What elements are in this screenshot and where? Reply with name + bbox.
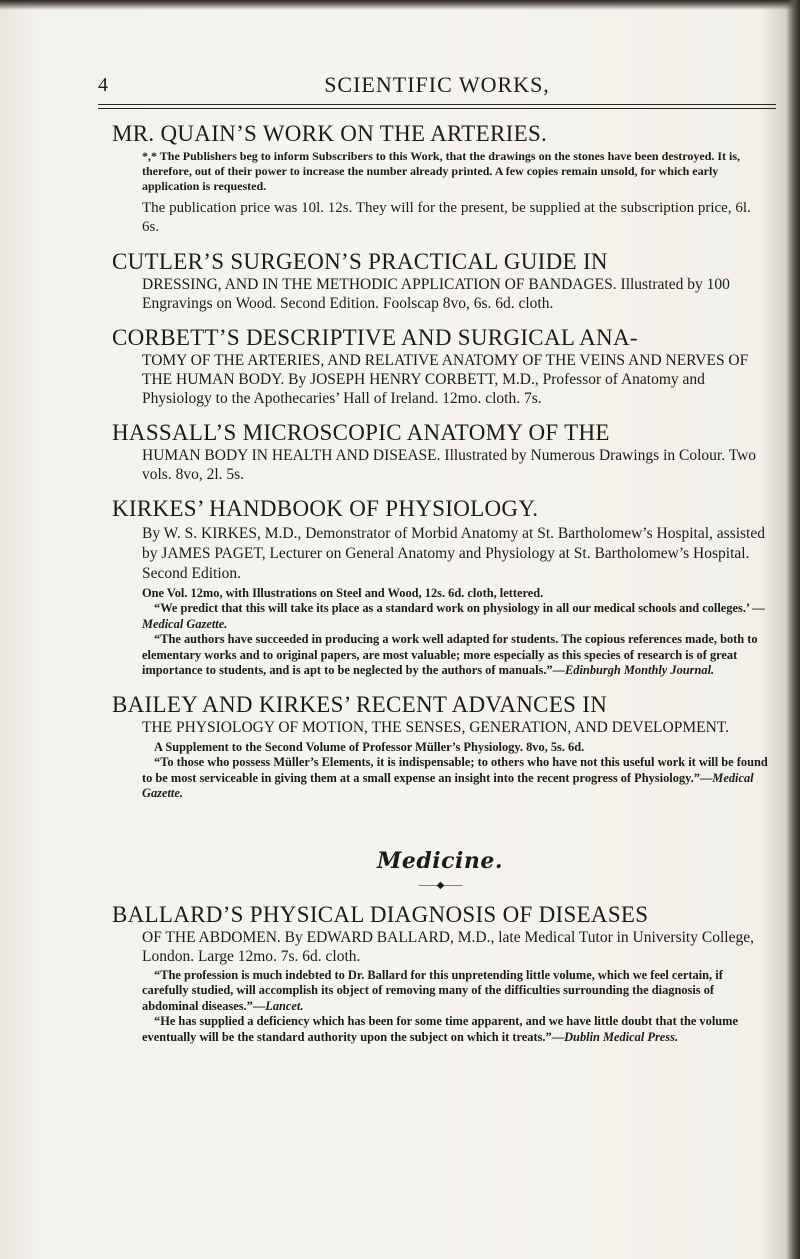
header-rule-bottom xyxy=(98,108,776,109)
page-number: 4 xyxy=(98,74,108,96)
entry-review-quote xyxy=(112,755,768,802)
entry-hassall xyxy=(112,421,768,484)
entry-review-quote xyxy=(112,601,768,632)
entry-description xyxy=(112,275,768,313)
entry-review-quote xyxy=(112,1014,768,1045)
entry-body: The publication price was 10l. 12s. They will for the present, be supplied at the subscription price, 6l. 6s. xyxy=(142,199,751,235)
entry-description: THE PHYSIOLOGY OF MOTION, THE SENSES, GENERATION, AND DEVELOPMENT. xyxy=(142,718,729,736)
quote-source: Edinburgh Monthly Journal. xyxy=(565,663,715,678)
section-heading: Medicine. xyxy=(377,847,503,874)
entry-details: A Supplement to the Second Volume of Professor Müller’s Physiology. 8vo, 5s. 6d. xyxy=(154,739,585,754)
page-top-shadow xyxy=(0,0,800,10)
entry-quain xyxy=(112,120,768,237)
entry-corbett xyxy=(112,326,768,408)
entry-description xyxy=(112,446,768,484)
quote-text: “The profession is much indebted to Dr. Ballard for this unpretending little volume, which we feel certain, if carefully studied, will accomplish its object of removing many of the difficulties surrounding the diagnosis of abdominal diseases.”— xyxy=(142,967,723,1013)
entry-review-quote xyxy=(112,632,768,679)
quote-source: Lancet. xyxy=(265,998,304,1013)
section-medicine xyxy=(112,848,768,891)
quote-text: “We predict that this will take its place as a standard work on physiology in all our medical schools and colleges.’ — xyxy=(154,601,765,616)
running-head: SCIENTIFIC WORKS, xyxy=(324,72,550,97)
entry-title: MR. QUAIN’S WORK ON THE ARTERIES. xyxy=(112,121,548,146)
entry-title: HASSALL’S MICROSCOPIC ANATOMY OF THE xyxy=(112,419,610,445)
page-binding-edge xyxy=(786,0,800,1259)
page-content xyxy=(112,120,768,1045)
entry-title: BAILEY AND KIRKES’ RECENT ADVANCES IN xyxy=(112,691,608,717)
quote-source: Medical Gazette. xyxy=(142,770,754,801)
entry-title: BALLARD’S PHYSICAL DIAGNOSIS OF DISEASES xyxy=(112,901,649,927)
entry-title-rest: HUMAN BODY IN HEALTH AND DISEASE. xyxy=(142,446,441,464)
entry-title: KIRKES’ HANDBOOK OF PHYSIOLOGY. xyxy=(112,495,539,521)
entry-note: *,* The Publishers beg to inform Subscribers to this Work, that the drawings on the stones have been destroyed. It is, therefore, out of their power to increase the number already printed. A few copies remain unsold, for which early application is requested. xyxy=(142,149,741,194)
entry-review-quote xyxy=(112,968,768,1015)
quote-source: Dublin Medical Press. xyxy=(564,1029,679,1044)
entry-kirkes xyxy=(112,497,768,679)
quote-text: “To those who possess Müller’s Elements, it is indispensable; to others who have not this useful work it will be found to be most serviceable in giving them at a small expense an insight into the recent progress of Physiology.”— xyxy=(142,755,768,785)
page-header xyxy=(98,68,776,98)
entry-description: OF THE ABDOMEN. By EDWARD BALLARD, M.D., late Medical Tutor in University College, London. Large 12mo. 7s. 6d. cloth. xyxy=(142,928,754,965)
entry-details: Illustrated by 100 Engravings on Wood. Second Edition. Foolscap 8vo, 6s. 6d. cloth. xyxy=(142,275,730,312)
entry-cutler xyxy=(112,250,768,313)
quote-text: “The authors have succeeded in producing a work well adapted for students. The copious references made, both to elementary works and to original papers, are most valuable; more especially as this species of research is of great importance to students, and is apt to be neglected by the authors of manuals.”— xyxy=(142,632,758,678)
header-rule-top xyxy=(98,104,776,105)
section-divider: ——◆—— xyxy=(418,879,462,891)
entry-bailey-kirkes xyxy=(112,693,768,802)
entry-title-rest: DRESSING, AND IN THE METHODIC APPLICATION OF BANDAGES. xyxy=(142,275,617,293)
entry-ballard xyxy=(112,903,768,1046)
entry-details: Illustrated by Numerous Drawings in Colour. Two vols. 8vo, 2l. 5s. xyxy=(142,446,757,483)
entry-details: One Vol. 12mo, with Illustrations on Steel and Wood, 12s. 6d. cloth, lettered. xyxy=(142,585,544,600)
entry-description: TOMY OF THE ARTERIES, AND RELATIVE ANATOMY OF THE VEINS AND NERVES OF THE HUMAN BODY. By JOSEPH HENRY CORBETT, M.D., Professor of Anatomy and Physiology to the Apothecaries’ Hall of Ireland. 12mo. cloth. 7s. xyxy=(142,351,749,407)
quote-source: Medical Gazette. xyxy=(142,616,228,631)
entry-title: CUTLER’S SURGEON’S PRACTICAL GUIDE IN xyxy=(112,248,608,274)
entry-title: CORBETT’S DESCRIPTIVE AND SURGICAL ANA- xyxy=(112,324,638,350)
entry-description: By W. S. KIRKES, M.D., Demonstrator of Morbid Anatomy at St. Bartholomew’s Hospital, assisted by JAMES PAGET, Lecturer on General Anatomy and Physiology at St. Bartholomew’s Hospital. Second Edition. xyxy=(142,524,765,582)
quote-text: “He has supplied a deficiency which has been for some time apparent, and we have little doubt that the volume eventually will be the standard authority upon the subject on which it treats.”— xyxy=(142,1014,738,1044)
